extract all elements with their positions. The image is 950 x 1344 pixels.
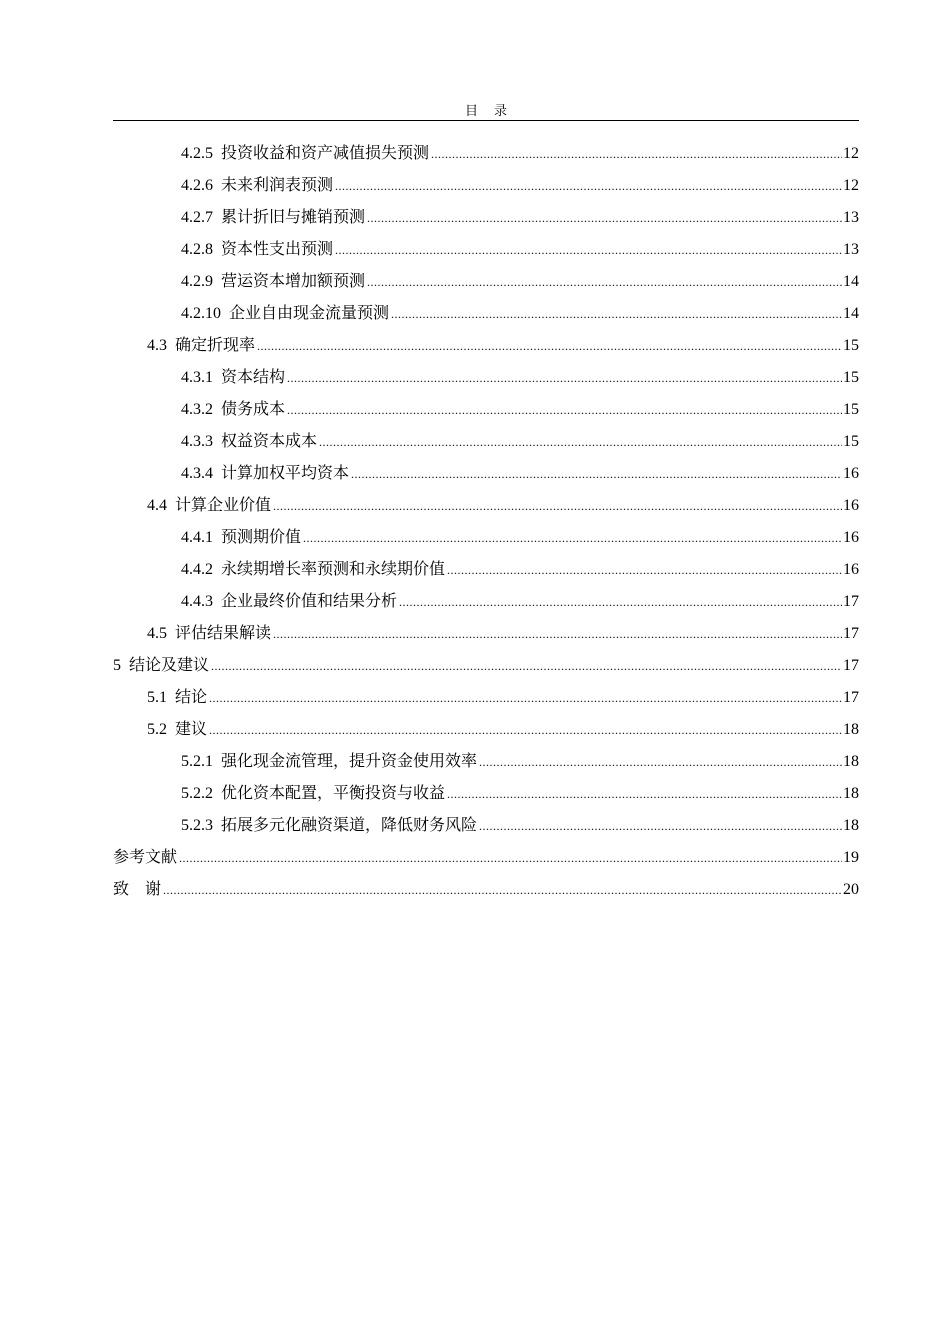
toc-entry[interactable]	[113, 682, 859, 714]
toc-entry-number: 4.4.3	[181, 593, 213, 610]
toc-entry[interactable]	[113, 554, 859, 586]
dot-leader	[179, 842, 842, 874]
toc-entry-page: 17	[843, 689, 859, 706]
toc-entry-title: 资本结构	[221, 369, 286, 386]
toc-entry-page: 18	[843, 817, 859, 834]
toc-entry-number: 4.4	[147, 497, 167, 514]
dot-leader	[163, 874, 842, 906]
toc-entry-page: 18	[843, 785, 859, 802]
dot-leader	[447, 778, 842, 810]
dot-leader	[367, 266, 842, 298]
toc-entry-number: 4.2.6	[181, 177, 213, 194]
toc-entry[interactable]	[113, 618, 859, 650]
toc-entry-number: 4.3.4	[181, 465, 213, 482]
dot-leader	[303, 522, 842, 554]
toc-entry[interactable]	[113, 458, 859, 490]
toc-entry-number: 4.2.8	[181, 241, 213, 258]
dot-leader	[287, 362, 842, 394]
toc-entry-page: 17	[843, 657, 859, 674]
toc-entry-number: 4.4.2	[181, 561, 213, 578]
toc-entry-number: 4.3	[147, 337, 167, 354]
toc-entry-number: 5.2.2	[181, 785, 213, 802]
dot-leader	[431, 138, 842, 170]
dot-leader	[335, 170, 842, 202]
toc-entry-page: 16	[843, 529, 859, 546]
toc-entry-title: 预测期价值	[221, 529, 302, 546]
toc-entry-page: 16	[843, 465, 859, 482]
table-of-contents	[113, 138, 859, 906]
toc-entry-title: 投资收益和资产减值损失预测	[221, 145, 430, 162]
toc-entry-title: 强化现金流管理，提升资金使用效率	[221, 753, 478, 770]
toc-entry-page: 17	[843, 593, 859, 610]
dot-leader	[351, 458, 842, 490]
toc-entry-title: 评估结果解读	[175, 625, 272, 642]
dot-leader	[447, 554, 842, 586]
toc-entry[interactable]	[113, 362, 859, 394]
toc-entry-page: 15	[843, 337, 859, 354]
toc-entry-title: 建议	[175, 721, 208, 738]
dot-leader	[399, 586, 842, 618]
toc-entry-page: 13	[843, 241, 859, 258]
toc-entry[interactable]	[113, 170, 859, 202]
page-header	[113, 100, 859, 119]
toc-entry-title: 拓展多元化融资渠道，降低财务风险	[221, 817, 478, 834]
toc-entry-title: 营运资本增加额预测	[221, 273, 366, 290]
toc-entry-title: 结论及建议	[129, 657, 210, 674]
dot-leader	[209, 714, 842, 746]
toc-entry-page: 17	[843, 625, 859, 642]
header-title-1: 目	[464, 103, 478, 118]
toc-entry-title: 参考文献	[113, 849, 178, 866]
toc-entry-title: 企业最终价值和结果分析	[221, 593, 398, 610]
toc-entry-title: 计算企业价值	[175, 497, 272, 514]
toc-entry-page: 14	[843, 305, 859, 322]
toc-entry-number: 4.4.1	[181, 529, 213, 546]
toc-entry-number: 5	[113, 657, 121, 674]
toc-entry-number: 4.2.5	[181, 145, 213, 162]
toc-entry[interactable]	[113, 778, 859, 810]
toc-entry-page: 18	[843, 721, 859, 738]
toc-entry-number: 5.1	[147, 689, 167, 706]
toc-entry-number: 5.2.1	[181, 753, 213, 770]
toc-entry-page: 12	[843, 145, 859, 162]
toc-entry-title: 结论	[175, 689, 208, 706]
dot-leader	[479, 810, 842, 842]
toc-entry-title: 确定折现率	[175, 337, 256, 354]
toc-entry-title: 累计折旧与摊销预测	[221, 209, 366, 226]
toc-entry-title: 企业自由现金流量预测	[229, 305, 390, 322]
toc-entry[interactable]	[113, 202, 859, 234]
toc-entry[interactable]	[113, 522, 859, 554]
toc-entry-page: 12	[843, 177, 859, 194]
toc-entry-title: 致 谢	[113, 881, 162, 898]
toc-entry[interactable]	[113, 874, 859, 906]
toc-entry[interactable]	[113, 138, 859, 170]
toc-entry-page: 16	[843, 561, 859, 578]
toc-entry-number: 4.2.10	[181, 305, 221, 322]
toc-entry-title: 永续期增长率预测和永续期价值	[221, 561, 446, 578]
dot-leader	[367, 202, 842, 234]
toc-entry-number: 4.2.9	[181, 273, 213, 290]
header-rule	[113, 120, 859, 121]
toc-entry-number: 4.3.2	[181, 401, 213, 418]
toc-entry-title: 计算加权平均资本	[221, 465, 350, 482]
toc-entry[interactable]	[113, 650, 859, 682]
toc-entry[interactable]	[113, 426, 859, 458]
dot-leader	[287, 394, 842, 426]
toc-entry[interactable]	[113, 394, 859, 426]
toc-entry-page: 13	[843, 209, 859, 226]
toc-entry-title: 权益资本成本	[221, 433, 318, 450]
toc-entry[interactable]	[113, 746, 859, 778]
toc-entry[interactable]	[113, 586, 859, 618]
header-title-2: 录	[494, 103, 508, 118]
dot-leader	[273, 490, 842, 522]
dot-leader	[257, 330, 842, 362]
toc-entry-number: 5.2	[147, 721, 167, 738]
dot-leader	[209, 682, 842, 714]
toc-entry-page: 19	[843, 849, 859, 866]
toc-entry-number: 5.2.3	[181, 817, 213, 834]
toc-entry-number: 4.3.1	[181, 369, 213, 386]
toc-entry[interactable]	[113, 810, 859, 842]
toc-entry-title: 优化资本配置，平衡投资与收益	[221, 785, 446, 802]
toc-entry-page: 15	[843, 401, 859, 418]
toc-entry-number: 4.5	[147, 625, 167, 642]
toc-entry-page: 14	[843, 273, 859, 290]
toc-entry[interactable]	[113, 490, 859, 522]
toc-entry[interactable]	[113, 266, 859, 298]
dot-leader	[391, 298, 842, 330]
toc-entry-page: 15	[843, 433, 859, 450]
dot-leader	[273, 618, 842, 650]
toc-entry-page: 15	[843, 369, 859, 386]
toc-entry-title: 资本性支出预测	[221, 241, 334, 258]
toc-entry[interactable]	[113, 234, 859, 266]
toc-entry-page: 18	[843, 753, 859, 770]
toc-entry[interactable]	[113, 842, 859, 874]
toc-entry-title: 未来利润表预测	[221, 177, 334, 194]
toc-entry-title: 债务成本	[221, 401, 286, 418]
toc-entry[interactable]	[113, 714, 859, 746]
toc-entry-page: 16	[843, 497, 859, 514]
dot-leader	[319, 426, 842, 458]
dot-leader	[335, 234, 842, 266]
toc-entry-number: 4.2.7	[181, 209, 213, 226]
dot-leader	[479, 746, 842, 778]
toc-entry-number: 4.3.3	[181, 433, 213, 450]
toc-entry[interactable]	[113, 298, 859, 330]
toc-entry[interactable]	[113, 330, 859, 362]
toc-entry-page: 20	[843, 881, 859, 898]
dot-leader	[211, 650, 842, 682]
